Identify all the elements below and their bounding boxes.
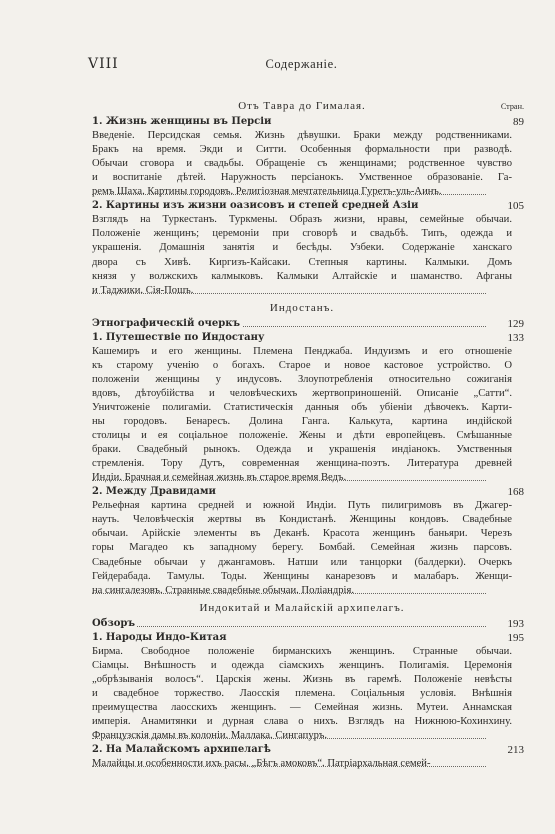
entry-title: 1. Путешествіе по Индостану [92,331,265,343]
description-line: Французскія дамы въ колоніи. Маллака. Сингапуръ. [92,730,328,742]
entry-description [92,213,512,297]
description-line: вдовъ, дѣтоубійства и человѣческихъ жертвоприношеній. Описаніе „Сатти“. [92,387,512,399]
toc-entry [92,631,524,743]
entry-title: 2. Картины изъ жизни оазисовъ и степей средней Азіи [92,200,419,212]
description-line: Сіамцы. Внѣшность и одежда сіамскихъ женщинъ. Полигамія. Церемонія [92,659,512,671]
description-line: Бракъ на время. Экди и Ситти. Особенныя формальности при разводѣ. [92,144,512,156]
entry-title: Обзоръ [92,617,136,629]
section-title: Индокитай и Малайскій архипелагъ. [199,601,405,614]
description-line: двора съ Хивѣ. Киргизъ-Кайсаки. Степныя картины. Калмыки. Домъ [92,256,512,268]
description-line: науть. Человѣческія жертвы въ Кондистанѣ. Женщины кондовъ. Свадебные [92,514,512,526]
description-line: на сингалезовъ. Странные свадебные обычаи. Поліандрія. [92,584,354,596]
description-line: Кашемиръ и его женщины. Племена Пенджаба. Индуизмъ и его отношеніе [92,345,512,357]
description-line: обычаи. Арійскіе элементы въ Деканѣ. Красота женщинъ баньяри. Черезъ [92,528,512,540]
entry-page-number: 168 [507,486,524,499]
entry-page-number: 89 [513,116,524,129]
description-line: ремъ Шаха. Картины городовъ. Религіозная мечтательница Гуретъ-уль-Аинъ. [92,186,442,198]
entry-title: 1. Народы Индо-Китая [92,631,227,643]
entry-description [92,645,512,743]
dot-leader [92,766,486,767]
toc-entry [92,617,524,631]
description-line: къ старому ученію о богахъ. Старое и новое кастовое устройство. О [92,359,512,371]
description-line: столицы и ея соціальное положеніе. Жены и дѣти европейцевъ. Смѣшанные [92,430,512,442]
entry-heading [92,617,524,631]
description-line: и свадебное торжество. Лаосскія племена. Соціальныя условія. Внѣшнія [92,687,512,699]
entry-title: Этнографическій очеркъ [92,317,241,329]
entry-page-number: 133 [507,331,524,344]
entry-heading [92,743,524,757]
section-title: Отъ Тавра до Гималая. Стран. [92,99,512,113]
description-line: горы Магадео къ западному берегу. Бомбай. Семейная жизнь парсовъ. [92,542,512,554]
description-line: Введеніе. Персидская семья. Жизнь дѣвушки. Браки между родственниками. [92,130,512,142]
entry-description [92,499,512,597]
running-title: Содержаніе. [265,57,338,71]
description-line: Бирма. Свободное положеніе бирманскихъ женщинъ. Странные обычаи. [92,645,512,657]
page-column-label: Стран. [500,102,524,111]
description-line: украшенія. Домашнія занятія и бесѣды. Узбеки. Содержаніе ханскаго [92,242,512,254]
toc-entry [92,743,524,771]
entry-page-number: 105 [507,200,524,213]
description-line: браки. Свадебный рынокъ. Одежда и украшенія индіанокъ. Умственныя [92,444,512,456]
description-line: и Таджики. Сія-Пошъ. [92,284,194,296]
description-line: преимущества лаосскихъ женщинъ. — Семейная жизнь. Мутеи. Аннамская [92,701,512,713]
entry-description [92,345,512,485]
page-number: VIII [88,56,119,72]
entry-heading [92,331,524,345]
description-line: князя у волжскихъ калмыковъ. Калмыки Алтайскіе и шаманство. Афганы [92,270,512,282]
entry-title: 1. Жизнь женщины въ Персіи [92,116,272,128]
entry-heading [92,317,524,331]
entry-page-number: 193 [507,617,524,630]
description-line: Уничтоженіе полигаміи. Статистическія данныя объ убіеніи дѣвочекъ. Карти- [92,401,512,413]
entry-page-number: 213 [507,744,524,757]
description-line: Рельефная картина средней и южной Индіи. Путь пилигримовъ въ Джагер- [92,500,512,512]
toc-entry [92,485,524,597]
entry-heading [92,631,524,645]
description-line: и воспитаніе дѣтей. Наружность персіанокъ. Умственное образованіе. Га- [92,172,512,184]
entry-description [92,129,512,199]
section-title: Индостанъ. [269,301,335,314]
entry-heading [92,199,524,213]
description-line: Свадебные обычаи у джангамовъ. Натши или танцорки (балдерки). Очеркъ [92,556,512,568]
toc-entry [92,199,524,297]
toc-entry [92,115,524,199]
dot-leader [92,738,486,739]
table-of-contents [92,96,524,771]
toc-entry [92,331,524,486]
description-line: Индіи. Брачная и семейная жизнь въ старое время Ведъ. [92,472,347,484]
description-line: ны городовъ. Бенаресъ. Долина Ганга. Калькута, картина индійской [92,416,512,428]
entry-page-number: 195 [507,631,524,644]
toc-entry [92,317,524,331]
description-line: имперія. Анамитянки и дурная слава о нихъ. Взглядъ на Нижнюю-Кохинхину. [92,716,512,728]
description-line: Обычаи сговора и свадьбы. Обращеніе съ женщинами; родственное чувство [92,158,512,170]
entry-title: 2. Между Дравидами [92,486,216,498]
description-line: стремленія. Тору Дутъ, современная женщина-поэтъ. Литература древней [92,458,512,470]
dot-leader [92,194,486,195]
dot-leader [92,626,486,627]
description-line: Взглядъ на Туркестанъ. Туркмены. Образъ жизни, нравы, семейные обычаи. [92,214,512,226]
dot-leader [92,480,486,481]
entry-title: 2. На Малайскомъ архипелагѣ [92,744,271,756]
description-line: Гейдерабада. Тамулы. Тоды. Женщины канарезовъ и малабаръ. Женщи- [92,570,512,582]
description-line: Малайцы и особенности ихъ расы. „Бѣгъ амоковъ“. Патріархальная семей- [92,758,431,770]
entry-heading [92,485,524,499]
description-line: положеніи женщины у индусовъ. Злоупотребленія относительно сожиганія [92,373,512,385]
entry-description [92,757,512,771]
dot-leader [92,593,486,594]
description-line: „обрѣзыванія волосъ“. Царскія жены. Жизнь въ гаремѣ. Положеніе невѣсты [92,673,512,685]
entry-heading [92,115,524,129]
description-line: Положеніе женщинъ; церемоніи при сговорѣ и свадьбѣ. Типъ, одежда и [92,228,512,240]
entry-page-number: 129 [507,317,524,330]
dot-leader [92,293,486,294]
page-header [88,56,515,76]
